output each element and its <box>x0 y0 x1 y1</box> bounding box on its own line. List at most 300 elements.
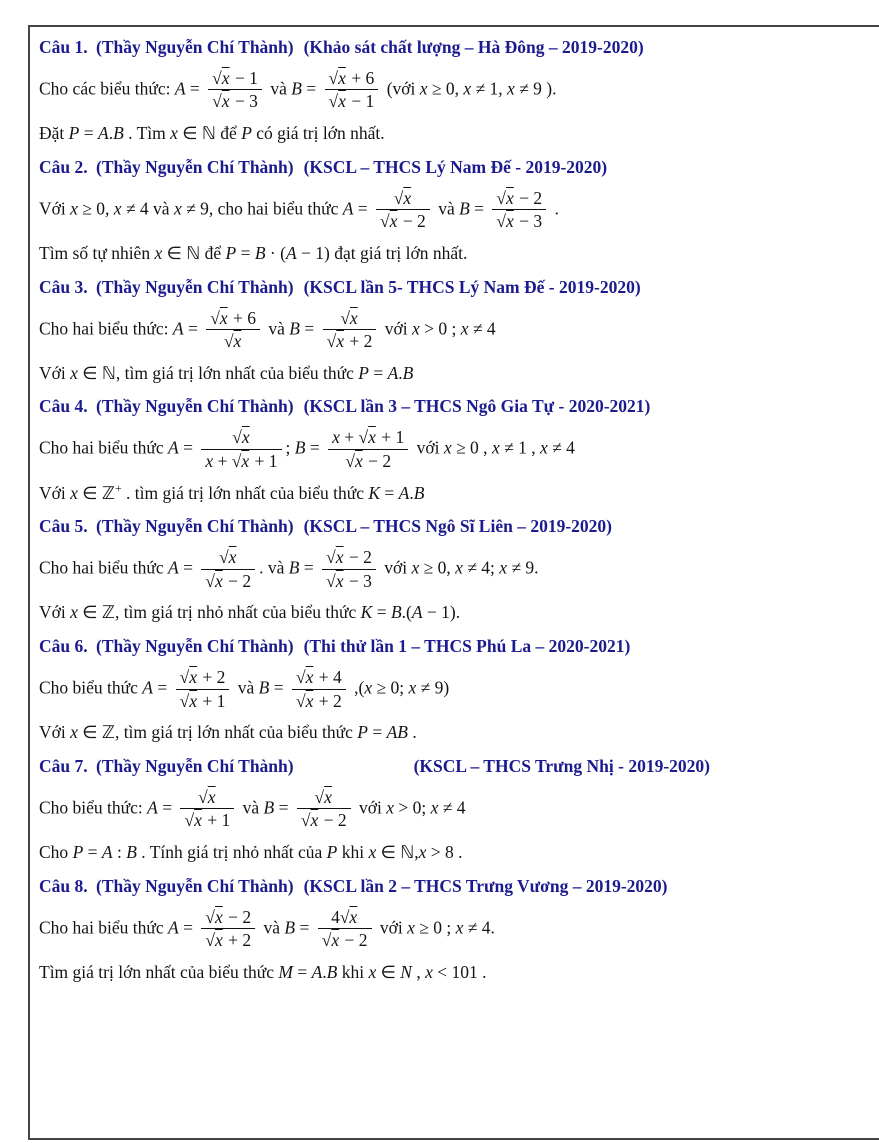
text-run: = <box>367 722 387 743</box>
radicand: x <box>189 690 198 711</box>
problem-author: (Thầy Nguyễn Chí Thành) <box>96 755 294 776</box>
text-run: = <box>183 318 203 339</box>
text-run: + 6 <box>228 307 257 328</box>
text-run: khi <box>337 961 369 982</box>
problem-task <box>39 841 866 864</box>
text-run: + 2 <box>223 930 252 951</box>
fraction-numerator <box>492 189 546 211</box>
text-run: . <box>108 123 114 144</box>
text-run: và <box>264 318 290 339</box>
math-variable: x <box>499 557 508 578</box>
radicand: x <box>214 930 223 951</box>
math-variable: B <box>113 123 124 144</box>
math-variable: B <box>284 917 296 938</box>
math-variable: x <box>113 198 122 219</box>
text-run: ≠ 9, cho hai biểu thức <box>181 198 343 219</box>
radical-sign-icon: √ <box>321 930 332 951</box>
sqrt-radical <box>212 68 230 88</box>
fraction-denominator <box>328 450 408 472</box>
text-run: . Tính giá trị nhỏ nhất của <box>136 841 327 862</box>
radical-sign-icon: √ <box>380 211 390 232</box>
text-run: ; <box>285 437 295 458</box>
math-variable: B <box>288 557 300 578</box>
text-run: ∈ <box>376 961 401 982</box>
text-run: < 101 . <box>432 961 487 982</box>
text-run: = <box>295 917 314 938</box>
math-variable: B <box>413 482 425 503</box>
problems-list <box>39 37 866 984</box>
problem-block <box>39 157 866 265</box>
fraction-denominator <box>297 809 351 831</box>
text-run: và <box>265 78 292 99</box>
radical-sign-icon: √ <box>328 91 339 112</box>
problem-header <box>39 396 866 418</box>
math-variable: A <box>168 917 179 938</box>
sqrt-radical <box>345 451 363 471</box>
problem-statement <box>39 67 866 114</box>
problem-statement <box>39 426 866 473</box>
math-variable: x <box>408 677 417 698</box>
sqrt-radical <box>296 691 314 711</box>
math-variable: x <box>170 123 178 144</box>
text-run: + 1 <box>202 810 231 831</box>
text-run: − 2 <box>223 906 252 927</box>
text-run: Đặt <box>39 123 69 144</box>
problem-statement <box>39 786 866 833</box>
text-run: .( <box>401 602 412 623</box>
radicand: x <box>189 666 198 687</box>
radical-sign-icon: √ <box>314 786 325 807</box>
text-run: với <box>380 318 413 339</box>
fraction-numerator <box>201 908 255 930</box>
text-run: + 2 <box>314 690 342 711</box>
sqrt-radical <box>394 188 412 208</box>
problem-task <box>39 362 866 385</box>
radical-sign-icon: √ <box>219 547 229 568</box>
math-variable: A <box>168 437 179 458</box>
text-run: . <box>407 722 417 743</box>
sqrt-radical <box>296 667 314 687</box>
fraction <box>318 908 372 951</box>
radicand: x <box>506 211 514 232</box>
fraction-denominator <box>492 210 546 232</box>
problem-source: (KSCL – THCS Trưng Nhị - 2019-2020) <box>413 755 710 776</box>
fraction-denominator <box>325 90 379 112</box>
math-variable: x <box>332 427 340 448</box>
problem-source: (KSCL – THCS Ngô Sĩ Liên – 2019-2020) <box>303 516 612 537</box>
text-run: + 2 <box>345 331 373 352</box>
text-run: + 2 <box>198 666 226 687</box>
radicand: x <box>336 331 345 352</box>
fraction-numerator <box>201 428 281 450</box>
math-variable: B <box>402 362 414 383</box>
text-run: . tìm giá trị lớn nhất của biểu thức <box>121 482 369 503</box>
problem-header <box>39 516 866 538</box>
sqrt-radical <box>329 68 347 88</box>
text-run: − 2 <box>363 450 392 471</box>
text-run: khi <box>337 841 369 862</box>
math-variable: x <box>70 482 78 503</box>
math-variable: x <box>443 437 452 458</box>
math-variable: A <box>168 557 179 578</box>
math-variable: x <box>205 450 214 471</box>
math-variable: x <box>407 917 415 938</box>
text-run: và <box>259 917 285 938</box>
math-variable: x <box>386 797 395 818</box>
radical-sign-icon: √ <box>296 690 306 711</box>
problem-task <box>39 721 866 744</box>
fraction-numerator <box>176 668 230 690</box>
document-border-frame <box>28 25 879 1140</box>
math-variable: A <box>398 482 410 503</box>
text-run: = <box>380 482 399 503</box>
text-run: + 4 <box>314 666 342 687</box>
math-variable: x <box>70 198 78 219</box>
problem-block <box>39 277 866 385</box>
problem-source: (KSCL – THCS Lý Nam Đế - 2019-2020) <box>303 156 608 177</box>
fraction-numerator <box>318 908 372 930</box>
text-run: ≠ 4 <box>468 318 496 339</box>
text-run: Cho hai biểu thức <box>39 917 169 938</box>
text-run: Tìm giá trị lớn nhất của biểu thức <box>39 961 279 982</box>
text-run: > 8 . <box>426 841 463 862</box>
fraction <box>180 788 234 831</box>
math-variable: B <box>390 602 402 623</box>
radicand: x <box>305 666 314 687</box>
text-run: − 1 <box>346 91 375 112</box>
radical-sign-icon: √ <box>340 307 350 328</box>
text-run: Cho <box>39 841 73 862</box>
problem-author: (Thầy Nguyễn Chí Thành) <box>96 276 294 297</box>
text-run: + <box>213 450 232 471</box>
text-run: = <box>185 78 205 99</box>
fraction-denominator <box>292 690 346 712</box>
sqrt-radical <box>180 691 198 711</box>
math-variable: P <box>68 123 80 144</box>
problem-number: Câu 1. <box>39 37 92 57</box>
problem-statement <box>39 307 866 354</box>
text-run: . <box>398 362 403 383</box>
radicand: x <box>338 67 346 88</box>
radicand: x <box>214 906 223 927</box>
fraction-denominator <box>201 929 255 951</box>
text-run: (với <box>382 78 420 99</box>
problem-header <box>39 277 866 299</box>
radical-sign-icon: √ <box>232 427 242 448</box>
math-variable: x <box>70 602 78 623</box>
sqrt-radical <box>496 211 514 231</box>
text-run: Với <box>39 602 71 623</box>
text-run: = <box>153 677 172 698</box>
text-run: − 2 <box>514 187 543 208</box>
radical-sign-icon: √ <box>212 91 222 112</box>
sqrt-radical <box>340 308 358 328</box>
fraction-numerator <box>323 309 377 331</box>
math-variable: P <box>358 362 369 383</box>
radicand: x <box>241 427 250 448</box>
fraction-denominator <box>318 929 372 951</box>
fraction-numerator <box>292 668 346 690</box>
math-variable: A <box>142 677 153 698</box>
math-variable: x <box>491 437 500 458</box>
problem-source: (KSCL lần 3 – THCS Ngô Gia Tự - 2020-2021) <box>303 396 651 417</box>
math-variable: x <box>154 242 163 263</box>
math-variable: x <box>507 78 515 99</box>
math-variable: B <box>291 78 302 99</box>
radicand: x <box>221 67 230 88</box>
radicand: x <box>506 187 514 208</box>
superscript: + <box>114 480 122 495</box>
problem-author: (Thầy Nguyễn Chí Thành) <box>96 636 294 657</box>
radical-sign-icon: √ <box>184 810 195 831</box>
text-run: = <box>178 917 198 938</box>
problem-block <box>39 636 866 744</box>
math-variable: x <box>368 961 377 982</box>
sqrt-radical <box>380 211 398 231</box>
text-run: ≠ 4. <box>463 917 495 938</box>
fraction-denominator <box>376 210 430 232</box>
text-run: ∈ ℕ, tìm giá trị lớn nhất của biểu thức <box>77 362 359 383</box>
text-run: với <box>412 437 444 458</box>
fraction <box>297 788 351 831</box>
radical-sign-icon: √ <box>223 331 234 352</box>
text-run: > 0 ; <box>419 318 461 339</box>
radicand: x <box>219 307 228 328</box>
text-run: ≥ 0; <box>372 677 409 698</box>
problem-author: (Thầy Nguyễn Chí Thành) <box>96 516 294 537</box>
radicand: x <box>403 187 412 208</box>
text-run: = <box>300 318 319 339</box>
radical-sign-icon: √ <box>210 307 220 328</box>
text-run: ≠ 4 và <box>121 198 174 219</box>
text-run: = <box>469 198 489 219</box>
sqrt-radical <box>327 331 345 351</box>
problem-block <box>39 876 866 984</box>
problem-header <box>39 636 866 658</box>
text-run: = <box>236 242 255 263</box>
math-variable: A <box>311 961 323 982</box>
text-run: = <box>353 198 373 219</box>
text-run: . và <box>259 557 289 578</box>
text-run: ∈ ℤ, tìm giá trị lớn nhất của biểu thức <box>77 722 358 743</box>
sqrt-radical <box>496 188 514 208</box>
radicand: x <box>338 91 346 112</box>
problem-header <box>39 157 866 179</box>
math-variable: x <box>418 841 427 862</box>
problem-author: (Thầy Nguyễn Chí Thành) <box>96 875 294 896</box>
fraction <box>201 428 281 471</box>
math-variable: x <box>70 722 78 743</box>
problem-header <box>39 876 866 898</box>
fraction-numerator <box>376 189 430 211</box>
radical-sign-icon: √ <box>496 211 507 232</box>
text-run: ∈ ℕ để <box>177 123 242 144</box>
math-variable: B <box>289 318 300 339</box>
math-variable: x <box>539 437 548 458</box>
sqrt-radical <box>219 547 237 567</box>
radical-sign-icon: √ <box>496 187 507 208</box>
math-variable: x <box>425 961 433 982</box>
math-variable: B <box>254 242 266 263</box>
radical-sign-icon: √ <box>205 570 215 591</box>
text-run: + 1 <box>250 450 278 471</box>
fraction-numerator <box>325 69 379 91</box>
radicand: x <box>241 450 250 471</box>
math-variable: A <box>97 123 109 144</box>
problem-number: Câu 3. <box>39 276 92 297</box>
text-run: = <box>157 797 177 818</box>
sqrt-radical <box>205 907 223 927</box>
text-run: . <box>409 482 414 503</box>
fraction <box>492 189 546 232</box>
problem-block <box>39 516 866 624</box>
radicand: x <box>335 547 344 568</box>
text-run: ≠ 9) <box>416 677 450 698</box>
problem-statement <box>39 187 866 234</box>
radical-sign-icon: √ <box>205 906 215 927</box>
text-run: ≠ 9. <box>507 557 539 578</box>
sqrt-radical <box>232 427 250 447</box>
problem-task <box>39 122 866 145</box>
problem-task <box>39 961 866 984</box>
problem-source: (Khảo sát chất lượng – Hà Đông – 2019-2020) <box>303 37 644 57</box>
problem-number: Câu 8. <box>39 875 92 896</box>
radicand: x <box>207 786 216 807</box>
sqrt-radical <box>224 331 242 351</box>
math-variable: x <box>411 557 420 578</box>
problem-number: Câu 4. <box>39 396 92 417</box>
problem-author: (Thầy Nguyễn Chí Thành) <box>96 396 294 417</box>
text-run: ∈ ℤ <box>77 482 115 503</box>
text-run: ≥ 0, <box>77 198 114 219</box>
math-variable: x <box>70 362 78 383</box>
radicand: x <box>214 570 223 591</box>
text-run: · ( <box>265 242 286 263</box>
math-variable: N <box>400 961 412 982</box>
radical-sign-icon: √ <box>231 450 242 471</box>
text-run: − 1) đạt giá trị lớn nhất. <box>296 242 468 263</box>
fraction-numerator <box>322 548 376 570</box>
math-variable: x <box>455 917 464 938</box>
text-run: Với <box>39 482 71 503</box>
text-run: ≥ 0, <box>427 78 464 99</box>
math-variable: x <box>460 318 469 339</box>
fraction-numerator <box>201 548 255 570</box>
radicand: x <box>228 547 237 568</box>
math-variable: B <box>459 198 470 219</box>
radicand: x <box>233 331 242 352</box>
math-variable: P <box>72 841 84 862</box>
problem-source: (KSCL lần 2 – THCS Trưng Vương – 2019-2020) <box>303 875 668 896</box>
math-variable: x <box>368 841 377 862</box>
math-variable: x <box>463 78 472 99</box>
problem-header <box>39 37 866 59</box>
sqrt-radical <box>232 451 250 471</box>
text-run: = <box>368 362 388 383</box>
radicand: x <box>221 91 230 112</box>
fraction <box>206 309 260 352</box>
text-run: ≥ 0 , <box>451 437 492 458</box>
text-run: với <box>379 557 412 578</box>
fraction-denominator <box>176 690 230 712</box>
text-run: = <box>79 123 98 144</box>
fraction <box>201 548 255 591</box>
text-run: . <box>550 198 559 219</box>
radical-sign-icon: √ <box>326 547 336 568</box>
fraction-denominator <box>201 570 255 592</box>
math-variable: K <box>368 482 381 503</box>
sqrt-radical <box>210 308 228 328</box>
text-run: có giá trị lớn nhất. <box>251 123 385 144</box>
sqrt-radical <box>198 787 216 807</box>
fraction <box>176 668 230 711</box>
radicand: x <box>349 307 358 328</box>
math-variable: B <box>294 437 306 458</box>
text-run: ∈ ℤ, tìm giá trị nhỏ nhất của biểu thức <box>77 602 361 623</box>
sqrt-radical <box>359 427 377 447</box>
radicand: x <box>305 690 314 711</box>
text-run: ∈ ℕ để <box>162 242 226 263</box>
radicand: x <box>349 906 358 927</box>
problem-header <box>39 756 866 778</box>
text-run: Cho các biểu thức: <box>39 78 175 99</box>
text-run: . Tìm <box>123 123 171 144</box>
fraction-denominator <box>201 450 281 472</box>
text-run: Tìm số tự nhiên <box>39 242 155 263</box>
text-run: ≥ 0, <box>419 557 456 578</box>
math-variable: x <box>430 797 439 818</box>
fraction-numerator <box>206 309 260 331</box>
text-run: − 2 <box>223 570 252 591</box>
radical-sign-icon: √ <box>179 666 190 687</box>
math-variable: x <box>455 557 463 578</box>
problem-number: Câu 7. <box>39 755 92 776</box>
fraction-numerator <box>208 69 262 91</box>
text-run: ,( <box>349 677 365 698</box>
radical-sign-icon: √ <box>205 930 215 951</box>
sqrt-radical <box>301 810 319 830</box>
radicand: x <box>368 427 376 448</box>
problem-block <box>39 37 866 145</box>
radicand: x <box>324 786 332 807</box>
text-run: + <box>339 427 359 448</box>
text-run: Với <box>39 198 71 219</box>
sqrt-radical <box>340 907 358 927</box>
fraction-numerator <box>297 788 351 810</box>
problem-statement <box>39 906 866 953</box>
math-variable: x <box>412 318 420 339</box>
problem-author: (Thầy Nguyễn Chí Thành) <box>96 156 294 177</box>
radical-sign-icon: √ <box>326 570 336 591</box>
math-variable: P <box>225 242 237 263</box>
sqrt-radical <box>212 91 230 111</box>
text-run: Với <box>39 362 71 383</box>
sqrt-radical <box>326 547 344 567</box>
problem-block <box>39 756 866 864</box>
math-variable: B <box>126 841 137 862</box>
fraction <box>322 548 376 591</box>
math-variable: A <box>342 198 354 219</box>
text-run: = <box>305 437 325 458</box>
text-run: = <box>372 602 391 623</box>
text-run: = <box>274 797 293 818</box>
problem-block <box>39 396 866 504</box>
text-run: + 1 <box>198 690 226 711</box>
text-run: ≠ 4; <box>462 557 500 578</box>
math-variable: P <box>241 123 252 144</box>
text-run: với <box>354 797 387 818</box>
math-variable: x <box>173 198 182 219</box>
